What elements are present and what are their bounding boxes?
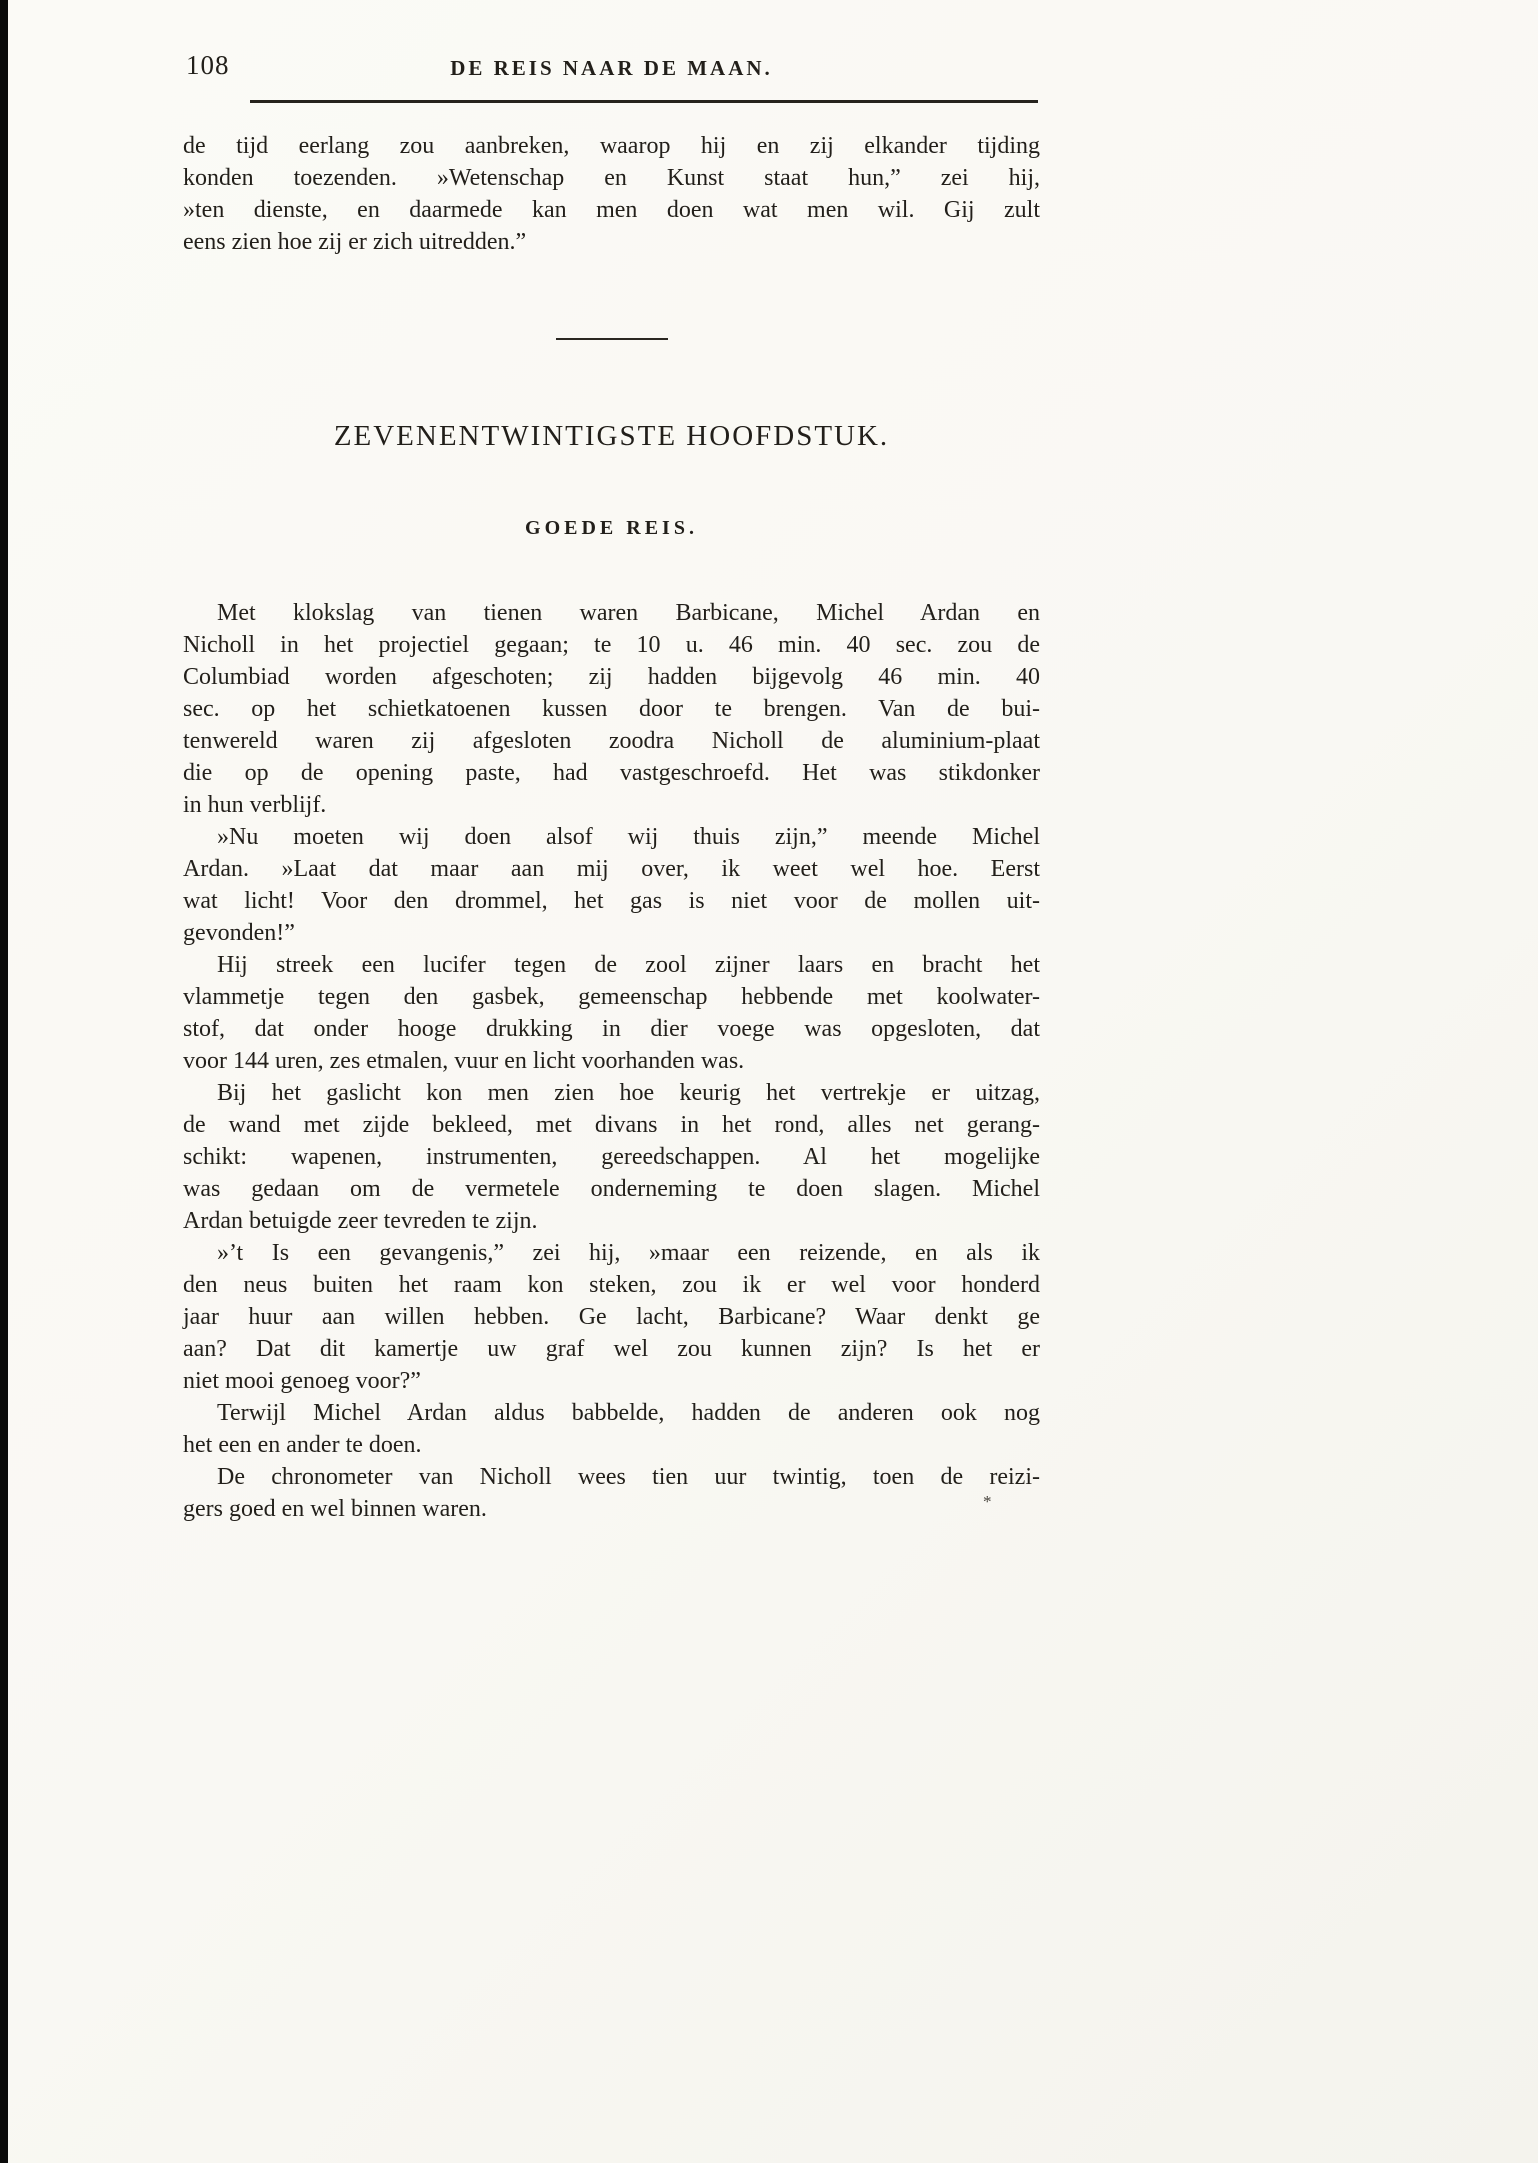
text-line: konden toezenden. »Wetenschap en Kunst staat hun,” zei hij, — [183, 165, 1040, 191]
text-line: Hij streek een lucifer tegen de zool zijner laars en bracht het — [217, 952, 1040, 978]
text-line: stof, dat onder hooge drukking in dier voege was opgesloten, dat — [183, 1016, 1040, 1042]
text-line: Met klokslag van tienen waren Barbicane, Michel Ardan en — [217, 600, 1040, 626]
paragraph — [183, 1077, 1040, 1237]
text-line: Ardan betuigde zeer tevreden te zijn. — [183, 1208, 538, 1234]
text-line: die op de opening paste, had vastgeschroefd. Het was stikdonker — [183, 760, 1040, 786]
paragraph — [183, 949, 1040, 1077]
header-rule — [250, 100, 1038, 103]
text-line: De chronometer van Nicholl wees tien uur twintig, toen de reizi- — [217, 1464, 1040, 1490]
text-line: tenwereld waren zij afgesloten zoodra Nicholl de aluminium-plaat — [183, 728, 1040, 754]
body-text — [183, 597, 1040, 1525]
text-line: Columbiad worden afgeschoten; zij hadden bijgevolg 46 min. 40 — [183, 664, 1040, 690]
text-line: »’t Is een gevangenis,” zei hij, »maar een reizende, en als ik — [217, 1240, 1040, 1266]
paragraph — [183, 1461, 1040, 1525]
text-line: »ten dienste, en daarmede kan men doen wat men wil. Gij zult — [183, 197, 1040, 223]
text-line: wat licht! Voor den drommel, het gas is niet voor de mollen uit- — [183, 888, 1040, 914]
running-title: DE REIS NAAR DE MAAN. — [450, 56, 773, 80]
continuation-paragraph — [183, 130, 1040, 258]
page-number: 108 — [186, 50, 230, 80]
text-line: »Nu moeten wij doen alsof wij thuis zijn,” meende Michel — [217, 824, 1040, 850]
text-line: Nicholl in het projectiel gegaan; te 10 u. 46 min. 40 sec. zou de — [183, 632, 1040, 658]
text-line: sec. op het schietkatoenen kussen door te brengen. Van de bui- — [183, 696, 1040, 722]
text-line: vlammetje tegen den gasbek, gemeenschap hebbende met koolwater- — [183, 984, 1040, 1010]
text-line: het een en ander te doen. — [183, 1432, 422, 1458]
text-line: niet mooi genoeg voor?” — [183, 1368, 421, 1394]
text-line: schikt: wapenen, instrumenten, gereedschappen. Al het mogelijke — [183, 1144, 1040, 1170]
section-divider-rule — [556, 338, 668, 340]
paragraph — [183, 821, 1040, 949]
text-line: was gedaan om de vermetele onderneming te doen slagen. Michel — [183, 1176, 1040, 1202]
text-line: Bij het gaslicht kon men zien hoe keurig het vertrekje er uitzag, — [217, 1080, 1040, 1106]
text-line: Ardan. »Laat dat maar aan mij over, ik weet wel hoe. Eerst — [183, 856, 1040, 882]
paragraph — [183, 597, 1040, 821]
text-line: jaar huur aan willen hebben. Ge lacht, Barbicane? Waar denkt ge — [183, 1304, 1040, 1330]
text-line: Terwijl Michel Ardan aldus babbelde, hadden de anderen ook nog — [217, 1400, 1040, 1426]
text-line: aan? Dat dit kamertje uw graf wel zou kunnen zijn? Is het er — [183, 1336, 1040, 1362]
text-line: gers goed en wel binnen waren. — [183, 1496, 487, 1522]
text-line: voor 144 uren, zes etmalen, vuur en licht voorhanden was. — [183, 1048, 745, 1074]
scan-edge-artifact — [0, 0, 8, 2163]
text-line: den neus buiten het raam kon steken, zou ik er wel voor honderd — [183, 1272, 1040, 1298]
paragraph — [183, 1237, 1040, 1397]
text-line: eens zien hoe zij er zich uitredden.” — [183, 229, 527, 255]
paragraph — [183, 1397, 1040, 1461]
chapter-heading: ZEVENENTWINTIGSTE HOOFDSTUK. — [333, 420, 890, 452]
text-line: de wand met zijde bekleed, met divans in het rond, alles net gerang- — [183, 1112, 1040, 1138]
text-line: gevonden!” — [183, 920, 295, 946]
chapter-subheading: GOEDE REIS. — [525, 517, 698, 539]
text-line: de tijd eerlang zou aanbreken, waarop hij en zij elkander tijding — [183, 133, 1040, 159]
text-line: in hun verblijf. — [183, 792, 327, 818]
signature-mark: * — [983, 1492, 992, 1511]
